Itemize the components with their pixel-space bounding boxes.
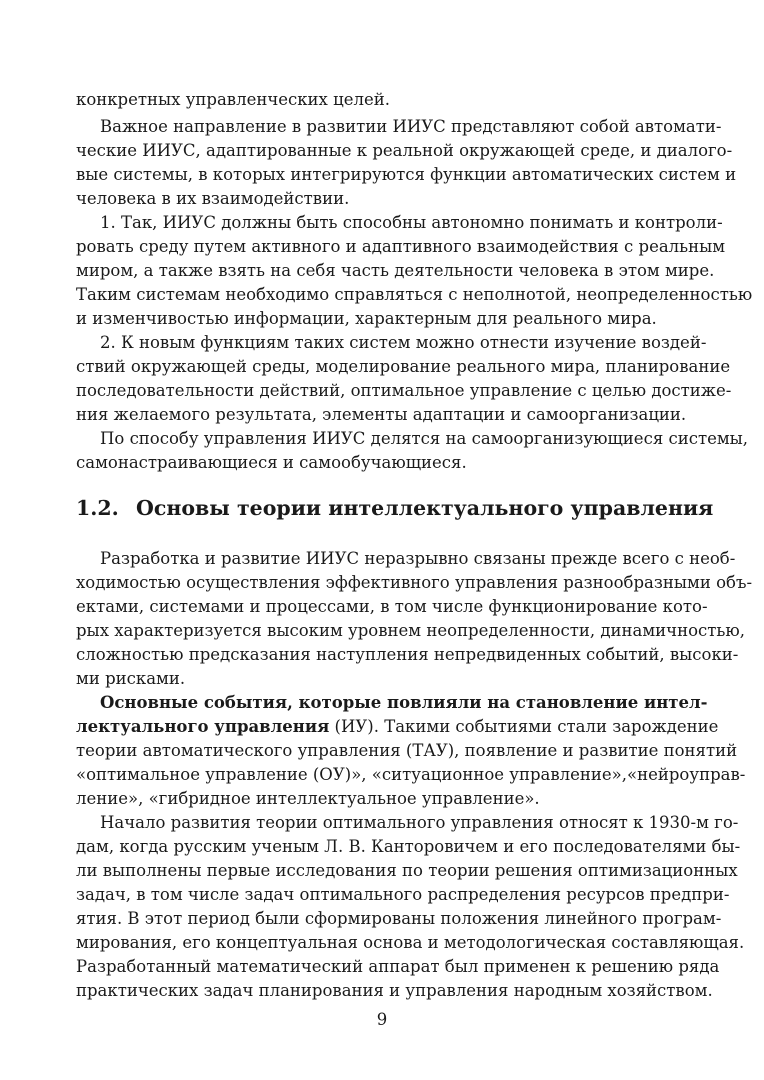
- text-line: ствий окружающей среды, моделирование реального мира, планирование: [76, 357, 731, 376]
- text-line: Важное направление в развитии ИИУС представляют собой автомати-: [100, 117, 722, 136]
- section-heading: [76, 494, 713, 522]
- text-line: конкретных управленческих целей.: [76, 90, 390, 109]
- text-line: рых характеризуется высоким уровнем неопределенности, динамичностью,: [76, 621, 745, 640]
- text-line: ли выполнены первые исследования по теории решения оптимизационных: [76, 861, 738, 880]
- text-line: [76, 715, 719, 739]
- section-title: Основы теории интеллектуального управления: [136, 496, 714, 520]
- text-line-bold: Основные события, которые повлияли на становление интел-: [100, 693, 708, 712]
- text-line: практических задач планирования и управления народным хозяйством.: [76, 981, 713, 1000]
- text-line: ходимостью осуществления эффективного управления разнообразными объ-: [76, 573, 753, 592]
- section-number: 1.2.: [76, 496, 119, 520]
- text-line: мирования, его концептуальная основа и методологическая составляющая.: [76, 933, 745, 952]
- text-line: Таким системам необходимо справляться с неполнотой, неопределенностью: [76, 285, 753, 304]
- text-line: последовательности действий, оптимальное управление с целью достиже-: [76, 381, 732, 400]
- text-line: ческие ИИУС, адаптированные к реальной окружающей среде, и диалого-: [76, 141, 733, 160]
- text-line: ми рисками.: [76, 669, 186, 688]
- text-line: Начало развития теории оптимального управления относят к 1930-м го-: [100, 813, 739, 832]
- text-line: ление», «гибридное интеллектуальное управление».: [76, 789, 540, 808]
- text-line: ятия. В этот период были сформированы положения линейного програм-: [76, 909, 722, 928]
- text-line: миром, а также взять на себя часть деятельности человека в этом мире.: [76, 261, 715, 280]
- text-run: (ИУ). Такими событиями стали зарождение: [329, 717, 719, 736]
- text-line: человека в их взаимодействии.: [76, 189, 350, 208]
- text-line: сложностью предсказания наступления непредвиденных событий, высоки-: [76, 645, 739, 664]
- text-line: вые системы, в которых интегрируются функции автоматических систем и: [76, 165, 737, 184]
- text-line: Разработанный математический аппарат был применен к решению ряда: [76, 957, 720, 976]
- bold-term: лектуального управления: [76, 717, 330, 736]
- text-line: «оптимальное управление (ОУ)», «ситуационное управление»,«нейроуправ-: [76, 765, 746, 784]
- text-line: теории автоматического управления (ТАУ), появление и развитие понятий: [76, 741, 738, 760]
- text-line: задач, в том числе задач оптимального распределения ресурсов предпри-: [76, 885, 730, 904]
- page-number: 9: [376, 1010, 388, 1029]
- text-line: ектами, системами и процессами, в том числе функционирование кото-: [76, 597, 708, 616]
- text-line: Разработка и развитие ИИУС неразрывно связаны прежде всего с необ-: [100, 549, 736, 568]
- text-line: 1. Так, ИИУС должны быть способны автономно понимать и контроли-: [100, 213, 723, 232]
- text-line: По способу управления ИИУС делятся на самоорганизующиеся системы,: [100, 429, 749, 448]
- text-line: ния желаемого результата, элементы адаптации и самоорганизации.: [76, 405, 687, 424]
- text-line: дам, когда русским ученым Л. В. Канторовичем и его последователями бы-: [76, 837, 741, 856]
- text-line: 2. К новым функциям таких систем можно отнести изучение воздей-: [100, 333, 707, 352]
- text-line: и изменчивостью информации, характерным для реального мира.: [76, 309, 657, 328]
- text-line: самонастраивающиеся и самообучающиеся.: [76, 453, 467, 472]
- text-line: ровать среду путем активного и адаптивного взаимодействия с реальным: [76, 237, 726, 256]
